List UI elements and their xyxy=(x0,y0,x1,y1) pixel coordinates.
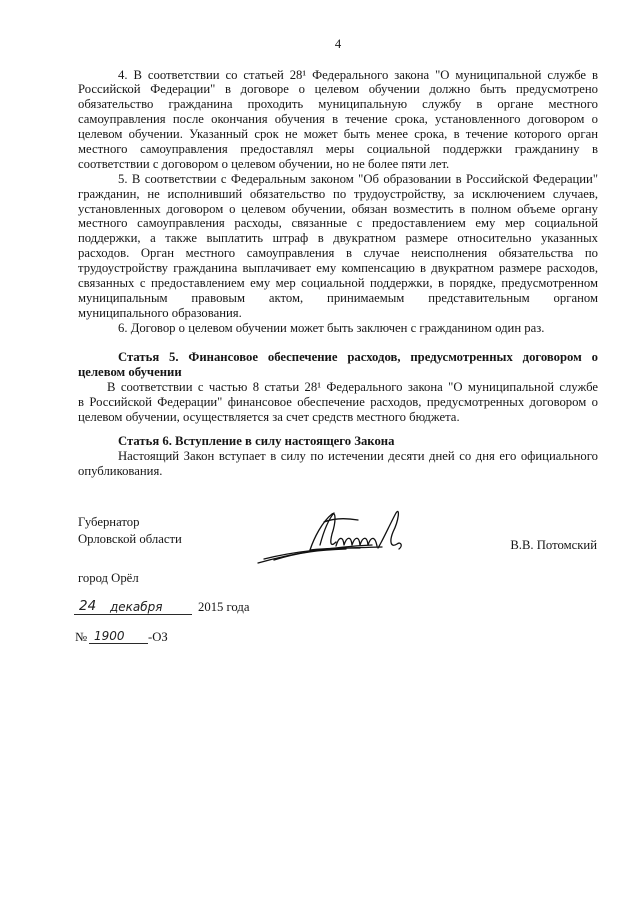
signatory-title-line1: Губернатор xyxy=(78,514,140,529)
text-line: расходов. Орган местного самоуправления в случае неисполнения обязательства по xyxy=(78,246,598,261)
text-line: Российской Федерации" в договоре о целевом обучении должно быть предусмотрено xyxy=(78,82,598,97)
text-line: местного самоуправления предоставлял меры социальной поддержки гражданину в xyxy=(78,141,598,156)
text-line: целевом обучении, осуществляется за счет средств местного бюджета. xyxy=(78,409,460,424)
date-underline xyxy=(74,614,192,615)
text-line: установленных договором о целевом обучении, обязан возместить в полном объеме органу xyxy=(78,201,598,216)
text-line: опубликования. xyxy=(78,463,163,478)
text-line: поддержки, а также выплатить штраф в двукратном размере относительно указанных xyxy=(78,231,598,246)
article-6-heading: Статья 6. Вступление в силу настоящего Закона xyxy=(118,434,395,448)
article-5-text xyxy=(78,380,598,425)
text-line: 5. В соответствии с Федеральным законом "Об образовании в Российской Федерации" xyxy=(118,171,598,186)
article-5-heading xyxy=(78,350,598,380)
text-line: В соответствии с частью 8 статьи 28¹ Федерального закона "О муниципальной службе xyxy=(107,379,598,394)
law-number-suffix: -ОЗ xyxy=(148,629,168,644)
text-line: целевом обучении. Указанный срок не может быть менее срока, в течение которого орган xyxy=(78,127,598,142)
paragraph-item-5 xyxy=(78,172,598,321)
signatory-name: В.В. Потомский xyxy=(510,537,597,552)
number-underline xyxy=(89,643,148,644)
items-block xyxy=(78,68,598,336)
text-line: местного самоуправления расходы, связанные с предоставлением ему мер социальной xyxy=(78,216,598,231)
text-line: гражданин, не исполнивший обязательство по трудоустройству, за исключением случаев, xyxy=(78,186,598,201)
article-6 xyxy=(78,434,598,479)
text-line: 4. В соответствии со статьей 28¹ Федерального закона "О муниципальной службе в xyxy=(118,67,598,82)
law-number-value: 1900 xyxy=(94,629,125,643)
paragraph-item-4 xyxy=(78,68,598,172)
signatory-title-line2: Орловской области xyxy=(78,531,182,546)
page-number: 4 xyxy=(334,37,342,51)
text-line: 6. Договор о целевом обучении может быть заключен с гражданином один раз. xyxy=(118,320,545,335)
signature xyxy=(250,500,410,575)
text-line: обязательство гражданина проходить муниципальную службу в органе местного xyxy=(78,97,598,112)
text-line: соответствии с договором о целевом обучении, но не более пяти лет. xyxy=(78,156,450,171)
article-5 xyxy=(78,350,598,424)
text-line: муниципального образования. xyxy=(78,305,242,320)
date-year: 2015 года xyxy=(198,599,250,614)
text-line: связанных с предоставлением ему мер социальной поддержки, в порядке, предусмотренном xyxy=(78,275,598,290)
text-line: в Российской Федерации" финансовое обеспечение расходов, предусмотренных договором о xyxy=(78,394,598,409)
heading-line: целевом обучении xyxy=(78,364,182,379)
text-line: муниципальным правовым актом, принимаемым представительным органом xyxy=(78,290,598,305)
article-6-text xyxy=(78,449,598,479)
paragraph-item-6 xyxy=(78,321,598,336)
text-line: самоуправления после окончания обучения в течение срока, установленного договором о xyxy=(78,112,598,127)
number-sign: № xyxy=(75,629,88,644)
place-of-signing: город Орёл xyxy=(78,570,139,585)
date-month: декабря xyxy=(110,600,163,614)
text-line: Настоящий Закон вступает в силу по истечении десяти дней со дня его официального xyxy=(118,448,598,463)
text-line: трудоустройству гражданина выплачивает ему компенсацию в двукратном размере расходов, xyxy=(78,261,598,276)
heading-line: Статья 5. Финансовое обеспечение расходов, предусмотренных договором о xyxy=(118,350,598,364)
date-day: 24 xyxy=(79,597,97,614)
